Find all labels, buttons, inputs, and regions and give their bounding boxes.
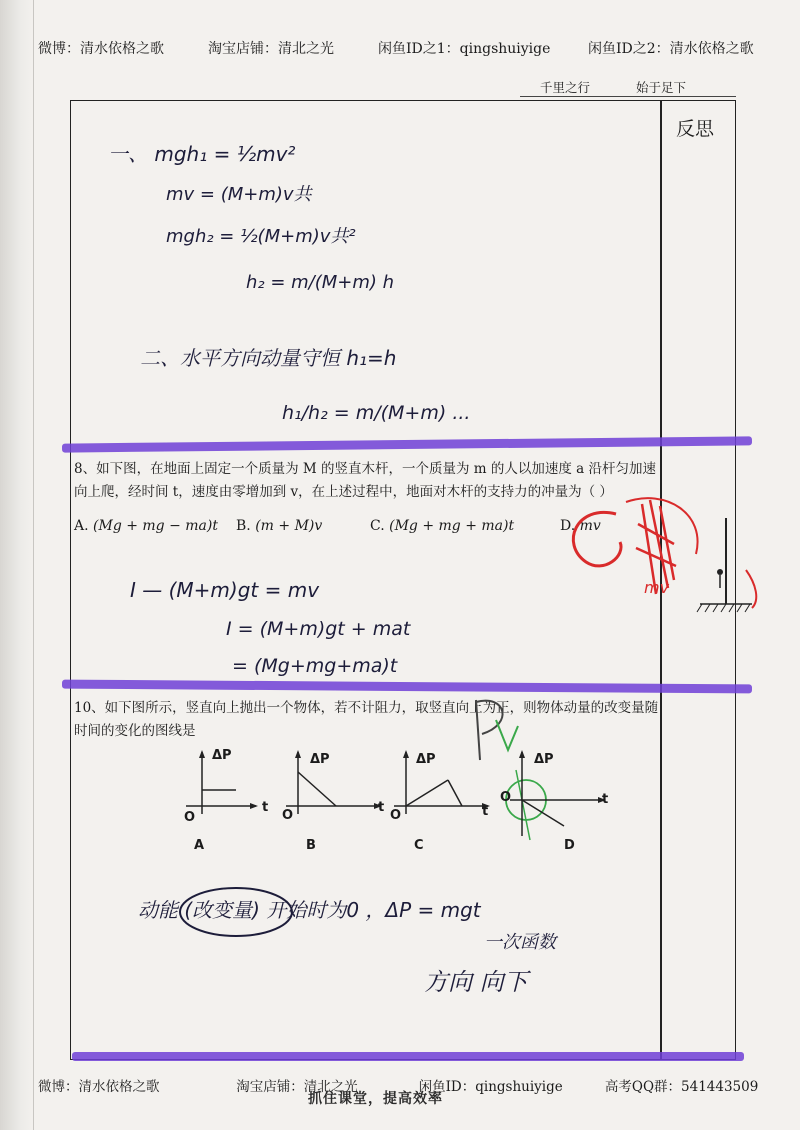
q10-handwritten-line-3: 方向 向下 [424, 968, 528, 996]
reflection-heading: 反思 [676, 118, 715, 140]
q8-choice-a-label: A. [74, 518, 89, 534]
graph-a-ylabel: ΔP [212, 748, 232, 763]
q8-text-line-1: 8、如下图，在地面上固定一个质量为 M 的竖直木杆，一个质量为 m 的人以加速度 a 沿杆匀加速 [74, 461, 657, 477]
motto-left: 千里之行 [540, 80, 591, 95]
q10-text-line-1: 10、如下图所示，竖直向上抛出一个物体，若不计阻力，取竖直向上为正，则物体动量的改变量随 [74, 700, 659, 716]
handwritten-step-3: mgh₂ = ½(M+m)v共² [166, 226, 356, 247]
graph-d-ylabel: ΔP [534, 752, 554, 767]
graph-a-xlabel: t [262, 800, 269, 815]
graph-c-ylabel: ΔP [416, 752, 436, 767]
footer-xianyu: 闲鱼ID：qingshuiyige [418, 1079, 563, 1095]
highlighter-stroke-3 [72, 1052, 744, 1061]
q10-handwritten-line-1: 动能 (改变量) 开始时为0 ，ΔP = mgt [138, 898, 481, 922]
q8-handwritten-line-1: I — (M+m)gt = mv [130, 578, 320, 602]
page-spine-shadow [0, 0, 34, 1130]
q10-text-line-2: 时间的变化的图线是 [74, 723, 196, 739]
graph-b-origin: O [282, 808, 294, 823]
graph-b-letter[interactable]: B [306, 838, 316, 853]
graph-d-xlabel: t [602, 792, 609, 807]
q8-choice-a-expr: (Mg + mg − ma)t [93, 518, 218, 534]
graph-c [392, 748, 492, 848]
graph-c-origin: O [390, 808, 402, 823]
graph-d-letter[interactable]: D [564, 838, 575, 853]
q8-handwritten-line-2: I = (M+m)gt + mat [226, 618, 411, 640]
q8-choice-c-expr: (Mg + mg + ma)t [389, 518, 515, 534]
motto-underline [520, 96, 736, 97]
q8-choice-c-label: C. [370, 518, 385, 534]
q8-choice-a[interactable] [74, 518, 218, 534]
graph-b [284, 748, 384, 848]
q8-choice-d-label: D. [560, 518, 576, 534]
q8-choice-b-label: B. [236, 518, 251, 534]
motto-right: 始于足下 [636, 80, 687, 95]
q8-margin-note: mv [644, 578, 670, 597]
header-weibo: 微博：清水依格之歌 [38, 41, 164, 57]
handwritten-step-5: 二、水平方向动量守恒 h₁=h [140, 346, 397, 370]
graph-b-xlabel: t [378, 800, 385, 815]
graph-a-origin: O [184, 810, 196, 825]
q8-text-line-2: 向上爬，经时间 t，速度由零增加到 v，在上述过程中，地面对木杆的支持力的冲量为（ ） [74, 484, 613, 500]
graph-a [172, 748, 262, 848]
footer-taobao: 淘宝店铺：清北之光 [236, 1079, 358, 1095]
page-header [38, 38, 778, 58]
header-xianyu-2: 闲鱼ID之2：清水依格之歌 [588, 41, 754, 57]
graph-c-letter[interactable]: C [414, 838, 424, 853]
q10-handwritten-line-2: 一次函数 [484, 932, 556, 953]
q8-choice-b[interactable] [236, 518, 322, 534]
footer-qq: 高考QQ群：541443509 [604, 1079, 759, 1095]
handwritten-step-1: 一、 mgh₁ = ½mv² [108, 142, 296, 166]
q8-pole-figure [696, 514, 756, 614]
q8-choice-c[interactable] [370, 518, 514, 534]
handwritten-step-6: h₁/h₂ = m/(M+m) ... [282, 402, 471, 424]
graph-c-xlabel: t [482, 804, 489, 819]
footer-weibo: 微博：清水依格之歌 [38, 1079, 160, 1095]
graph-b-ylabel: ΔP [310, 752, 330, 767]
graph-d-origin: O [500, 790, 512, 805]
handwritten-step-2: mv = (M+m)v共 [166, 184, 312, 205]
header-taobao: 淘宝店铺：清北之光 [208, 41, 334, 57]
q8-choice-b-expr: (m + M)v [255, 518, 323, 534]
spine-edge [33, 0, 34, 1130]
q8-choice-d-expr: mv [579, 518, 601, 534]
graph-a-letter[interactable]: A [194, 838, 205, 853]
q8-handwritten-line-3: = (Mg+mg+ma)t [232, 655, 398, 677]
header-xianyu-1: 闲鱼ID之1：qingshuiyige [378, 41, 551, 57]
handwritten-step-4: h₂ = m/(M+m) h [246, 272, 395, 293]
graph-d [504, 748, 614, 858]
footer-stamp: 抓住课堂，提高效率 [308, 1091, 443, 1107]
